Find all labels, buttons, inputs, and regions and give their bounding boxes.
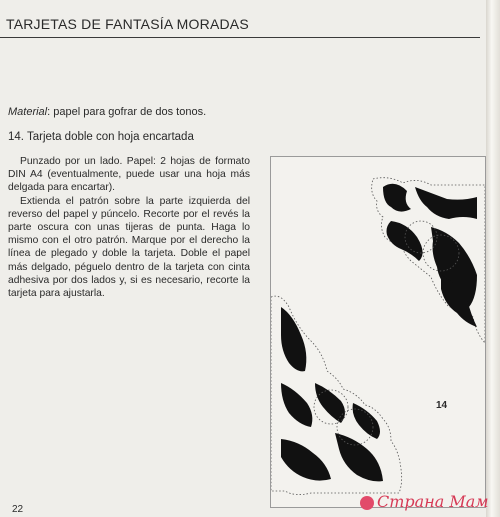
watermark-text: Страна Мам <box>377 492 489 511</box>
material-line <box>8 106 206 118</box>
material-label: Material <box>8 106 48 118</box>
upper-corner-motif <box>372 178 485 343</box>
section-title: 14. Tarjeta doble con hoja encartada <box>8 131 194 143</box>
header-divider <box>0 37 480 38</box>
page-number: 22 <box>12 504 24 515</box>
header-title: TARJETAS DE FANTASÍA MORADAS <box>6 16 249 32</box>
figure-number: 14 <box>436 400 448 411</box>
pattern-illustration <box>271 157 485 507</box>
book-gutter-shadow <box>486 0 500 517</box>
lower-corner-motif <box>271 296 402 494</box>
watermark-logo <box>360 492 489 511</box>
instructions-text <box>8 155 250 300</box>
instructions-paragraph-1: Punzado por un lado. Papel: 2 hojas de formato DIN A4 (eventualmente, puede usar una hoja más delgada para encartar). <box>8 156 250 194</box>
watermark-icon <box>360 496 374 510</box>
instructions-paragraph-2: Extienda el patrón sobre la parte izquierda del reverso del papel y púncelo. Recorte por el revés la parte oscura con unas tijeras de punta. Haga lo mismo con el otro patrón. Marque por el derecho la línea de plegado y doble la tarjeta. Doble el papel más delgado, péguelo dentro de la tarjeta con cinta adhesiva por dos lados y, si es necesario, recorte la tarjeta para ajustarla. <box>8 195 250 300</box>
pattern-figure <box>270 156 486 508</box>
material-text: : papel para gofrar de dos tonos. <box>47 106 207 118</box>
